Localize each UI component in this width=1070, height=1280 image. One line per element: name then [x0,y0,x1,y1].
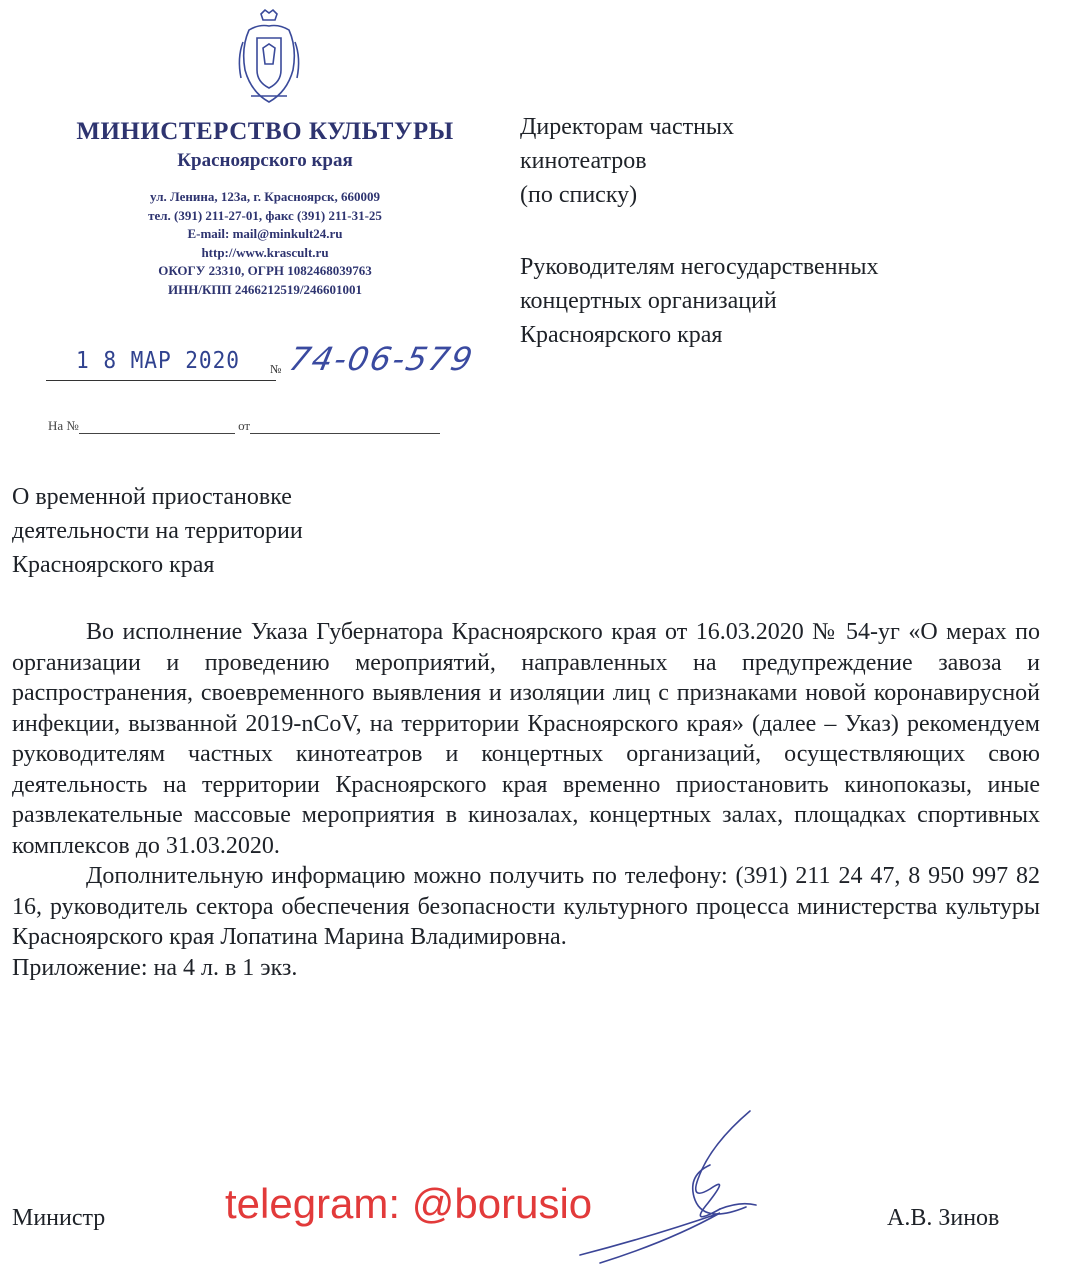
website: http://www.krascult.ru [201,244,329,260]
attachment-line: Приложение: на 4 л. в 1 экз. [12,954,298,981]
ministry-region: Красноярского края [177,150,353,171]
watermark: telegram: @borusio [225,1180,593,1227]
ministry-title: МИНИСТЕРСТВО КУЛЬТУРЫ [76,118,454,145]
okogu: ОКОГУ 23310, ОГРН 1082468039763 [158,263,372,278]
signer-name: А.В. Зинов [887,1205,1000,1231]
number-label: № [270,362,282,376]
signer-position: Министр [12,1205,106,1231]
date-stamp: 1 8 МАР 2020 [76,348,240,374]
phone: тел. (391) 211-27-01, факс (391) 211-31-25 [148,207,382,223]
coat-of-arms-icon [235,8,303,106]
paragraph-2: Дополнительную информацию можно получить по телефону: (391) 211 24 47, 8 950 997 82 16, руководитель сектора обеспечения безопасности культурного процесса министерства культуры Красноярского края Лопатина Марина Владимировна. [12,863,1040,950]
addressee-group-2: Руководителям негосударственных концертных организаций Красноярского края [520,254,879,348]
addressee-group-1: Директорам частных кинотеатров (по списку) [520,114,735,208]
inn: ИНН/КПП 2466212519/246601001 [168,281,362,297]
letterhead [40,118,490,299]
letter-body [12,617,1040,983]
subject: О временной приостановке деятельности на территории Красноярского края [12,484,303,578]
address: ул. Ленина, 123а, г. Красноярск, 660009 [150,189,380,204]
email: E-mail: mail@minkult24.ru [187,226,343,241]
ref-label: На № [48,418,79,433]
ministry-details [40,188,490,299]
reference-line [48,418,440,434]
registration-number: 74-06-579 [285,340,478,378]
paragraph-1: Во исполнение Указа Губернатора Красноярского края от 16.03.2020 № 54-уг «О мерах по организации и проведению мероприятий, направленных на предупреждение завоза и распространения, своевременного выявления и изоляции лиц с признаками новой коронавирусной инфекции, вызванной 2019-nCoV, на территории Красноярского края» (далее – Указ) рекомендуем руководителям частных кинотеатров и концертных организаций, осуществляющих свою деятельность на территории Красноярского края временно приостановить кинопоказы, иные развлекательные массовые мероприятия в кинозалах, концертных залах, площадках спортивных комплексов до 31.03.2020. [12,619,1040,859]
ref-from-label: от [238,418,251,433]
signature-icon [560,1105,800,1275]
